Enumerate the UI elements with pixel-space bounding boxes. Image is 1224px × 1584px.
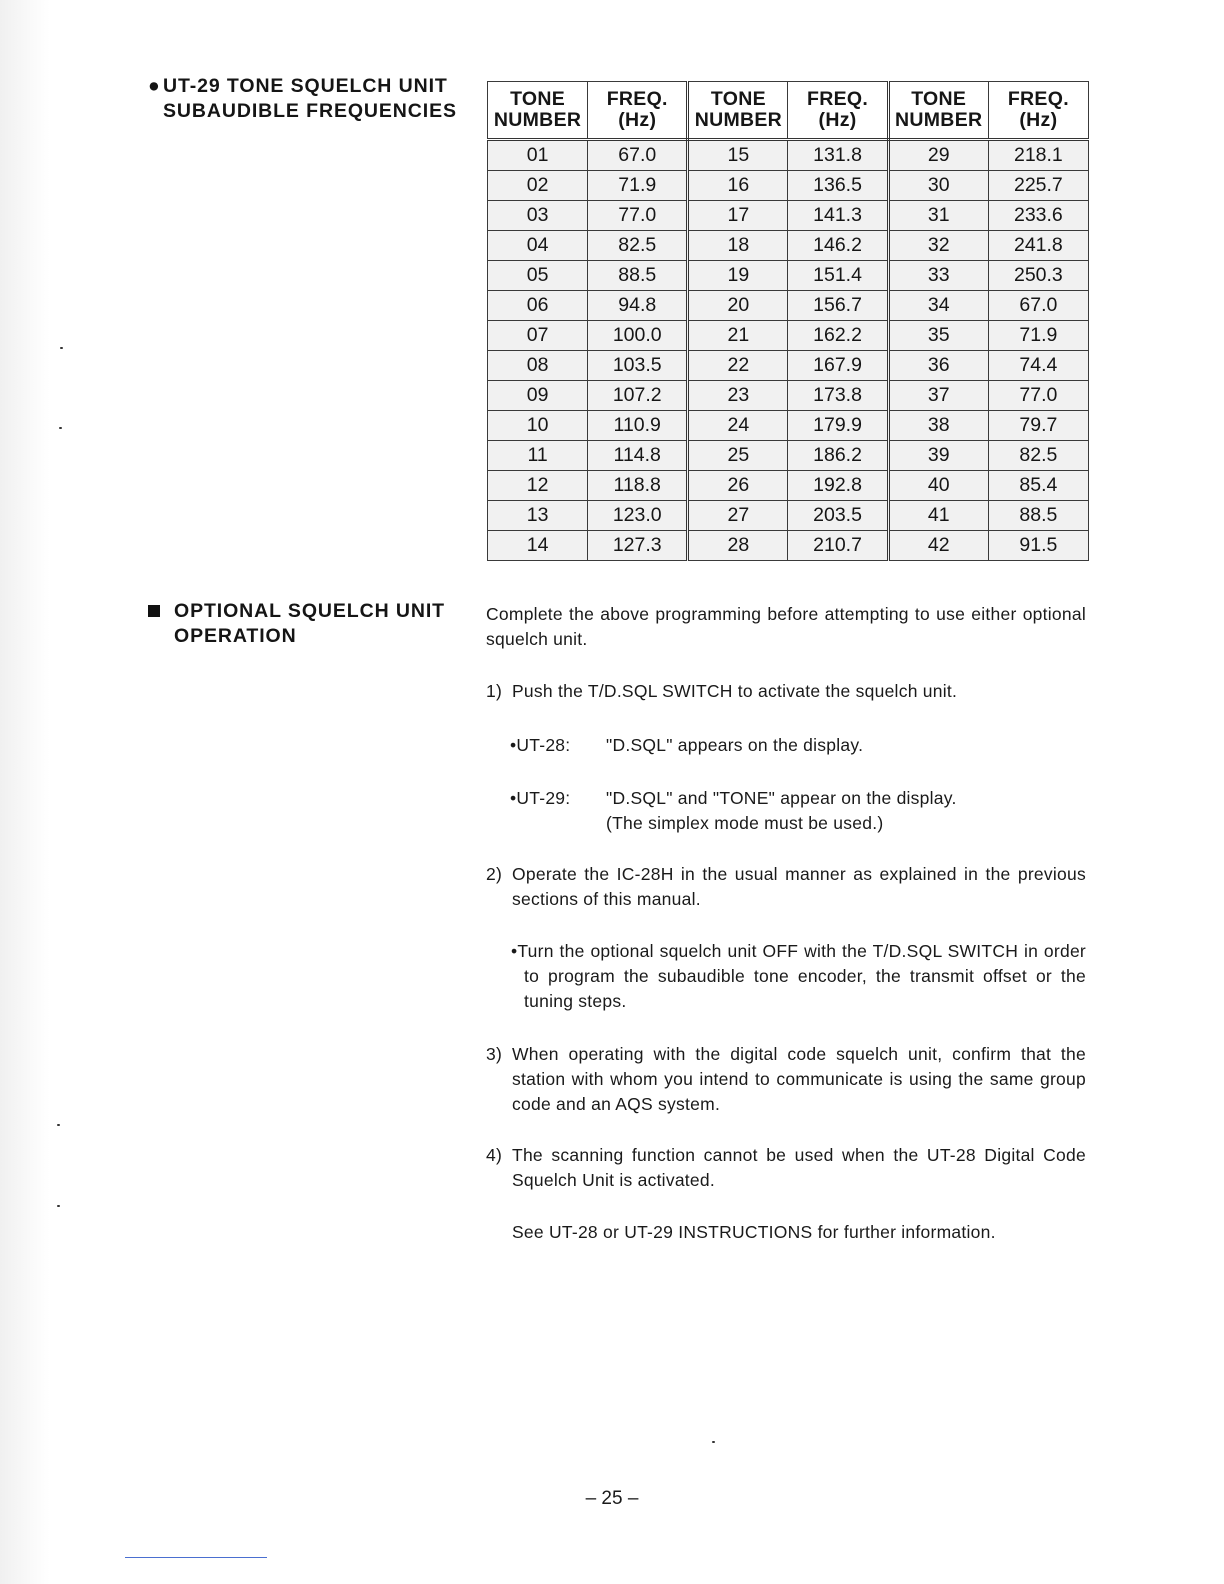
frequency-cell: 100.0 (588, 321, 688, 351)
scan-speck (59, 427, 62, 429)
tone-number-cell: 10 (488, 411, 588, 441)
frequency-cell: 82.5 (988, 441, 1088, 471)
frequency-cell: 186.2 (788, 441, 888, 471)
bullet-dot-icon: ● (148, 75, 161, 97)
intro-paragraph: Complete the above programming before attempting to use either optional squelch unit. (486, 604, 1086, 649)
step-3 (486, 1042, 1086, 1117)
frequency-cell: 79.7 (988, 411, 1088, 441)
optional-section-heading (148, 599, 445, 649)
scan-speck (60, 347, 63, 349)
frequency-cell: 107.2 (588, 381, 688, 411)
tone-number-cell: 12 (488, 471, 588, 501)
table-row (488, 471, 1089, 501)
tone-number-cell: 41 (888, 501, 988, 531)
frequency-cell: 118.8 (588, 471, 688, 501)
tone-number-cell: 25 (688, 441, 788, 471)
tone-number-cell: 32 (888, 231, 988, 261)
off-note (511, 939, 1086, 1014)
frequency-cell: 94.8 (588, 291, 688, 321)
step-number: 3) (486, 1044, 503, 1064)
frequency-cell: 67.0 (588, 140, 688, 171)
tone-title-line1: UT-29 TONE SQUELCH UNIT (163, 75, 448, 97)
tone-number-cell: 23 (688, 381, 788, 411)
tone-section-heading (148, 74, 457, 124)
heading-line-1 (148, 75, 448, 97)
step-text: Operate the IC-28H in the usual manner as explained in the previous sections of this manual. (512, 864, 1086, 909)
frequency-cell: 71.9 (988, 321, 1088, 351)
table-row (488, 531, 1089, 561)
frequency-cell: 179.9 (788, 411, 888, 441)
tone-number-cell: 14 (488, 531, 588, 561)
scan-speck (57, 1205, 60, 1207)
header-tone-number: TONE NUMBER (888, 82, 988, 140)
tone-number-cell: 03 (488, 201, 588, 231)
step-text: When operating with the digital code squelch unit, confirm that the station with whom you intend to communicate is using the same group code and an AQS system. (512, 1044, 1086, 1114)
tone-number-cell: 42 (888, 531, 988, 561)
frequency-cell: 74.4 (988, 351, 1088, 381)
tone-number-cell: 01 (488, 140, 588, 171)
frequency-cell: 71.9 (588, 171, 688, 201)
frequency-cell: 88.5 (588, 261, 688, 291)
frequency-cell: 218.1 (988, 140, 1088, 171)
ut29-bullet (510, 786, 1070, 836)
tone-number-cell: 39 (888, 441, 988, 471)
tone-title-line2: SUBAUDIBLE FREQUENCIES (163, 100, 457, 122)
frequency-cell: 146.2 (788, 231, 888, 261)
frequency-cell: 173.8 (788, 381, 888, 411)
table-row (488, 381, 1089, 411)
tone-number-cell: 09 (488, 381, 588, 411)
frequency-cell: 162.2 (788, 321, 888, 351)
frequency-cell: 88.5 (988, 501, 1088, 531)
tone-number-cell: 26 (688, 471, 788, 501)
note-text: •Turn the optional squelch unit OFF with the T/D.SQL SWITCH in order to program the subaudible tone encoder, the transmit offset or the tuning steps. (511, 941, 1086, 1011)
frequency-cell: 114.8 (588, 441, 688, 471)
tone-number-cell: 16 (688, 171, 788, 201)
step-text: The scanning function cannot be used when the UT-28 Digital Code Squelch Unit is activated. (512, 1145, 1086, 1190)
table-row (488, 201, 1089, 231)
frequency-cell: 85.4 (988, 471, 1088, 501)
tone-number-cell: 04 (488, 231, 588, 261)
step-4 (486, 1143, 1086, 1193)
tone-number-cell: 11 (488, 441, 588, 471)
tone-number-cell: 18 (688, 231, 788, 261)
frequency-cell: 225.7 (988, 171, 1088, 201)
step-number: 2) (486, 864, 503, 884)
step-2 (486, 862, 1086, 912)
step-text: Push the T/D.SQL SWITCH to activate the squelch unit. (512, 681, 958, 701)
table-row (488, 411, 1089, 441)
step-1 (486, 679, 1086, 704)
frequency-cell: 167.9 (788, 351, 888, 381)
scan-speck (712, 1441, 715, 1443)
table-row (488, 351, 1089, 381)
frequency-cell: 241.8 (988, 231, 1088, 261)
tone-number-cell: 08 (488, 351, 588, 381)
frequency-cell: 77.0 (588, 201, 688, 231)
tone-number-cell: 33 (888, 261, 988, 291)
tone-number-cell: 30 (888, 171, 988, 201)
bullet-text: "D.SQL" and "TONE" appear on the display. (606, 788, 957, 808)
tone-number-cell: 31 (888, 201, 988, 231)
tone-number-cell: 37 (888, 381, 988, 411)
page-number: – 25 – (585, 1488, 639, 1509)
step-number: 4) (486, 1145, 503, 1165)
header-frequency: FREQ. (Hz) (588, 82, 688, 140)
header-frequency: FREQ. (Hz) (988, 82, 1088, 140)
optional-intro-block (486, 602, 1086, 652)
frequency-cell: 103.5 (588, 351, 688, 381)
tone-number-cell: 15 (688, 140, 788, 171)
bullet-label: •UT-29: (510, 788, 571, 808)
header-tone-number: TONE NUMBER (488, 82, 588, 140)
tone-number-cell: 24 (688, 411, 788, 441)
frequency-cell: 131.8 (788, 140, 888, 171)
tone-number-cell: 34 (888, 291, 988, 321)
tone-number-cell: 05 (488, 261, 588, 291)
tone-number-cell: 22 (688, 351, 788, 381)
table-row (488, 171, 1089, 201)
bullet-label: •UT-28: (510, 735, 571, 755)
table-body (488, 140, 1089, 561)
tone-frequency-table (487, 81, 1089, 561)
tone-number-cell: 21 (688, 321, 788, 351)
frequency-cell: 233.6 (988, 201, 1088, 231)
bullet-text: "D.SQL" appears on the display. (606, 735, 864, 755)
tone-number-cell: 35 (888, 321, 988, 351)
table-row (488, 501, 1089, 531)
frequency-cell: 91.5 (988, 531, 1088, 561)
frequency-cell: 250.3 (988, 261, 1088, 291)
tone-number-cell: 19 (688, 261, 788, 291)
table-header-row (488, 82, 1089, 140)
frequency-cell: 210.7 (788, 531, 888, 561)
frequency-cell: 192.8 (788, 471, 888, 501)
frequency-cell: 67.0 (988, 291, 1088, 321)
tone-number-cell: 06 (488, 291, 588, 321)
scan-speck (57, 1124, 60, 1126)
frequency-cell: 77.0 (988, 381, 1088, 411)
header-tone-number: TONE NUMBER (688, 82, 788, 140)
scan-edge-shading (0, 0, 50, 1584)
heading-line-1 (148, 600, 445, 622)
tone-number-cell: 07 (488, 321, 588, 351)
tone-number-cell: 38 (888, 411, 988, 441)
tone-number-cell: 29 (888, 140, 988, 171)
frequency-cell: 151.4 (788, 261, 888, 291)
table-row (488, 291, 1089, 321)
scan-edge-line (125, 1557, 267, 1558)
table-row (488, 140, 1089, 171)
frequency-cell: 110.9 (588, 411, 688, 441)
optional-title-line1: OPTIONAL SQUELCH UNIT (174, 600, 445, 622)
frequency-cell: 141.3 (788, 201, 888, 231)
tone-number-cell: 20 (688, 291, 788, 321)
frequency-cell: 203.5 (788, 501, 888, 531)
ut28-bullet (510, 733, 1070, 758)
square-bullet-icon (148, 605, 160, 617)
table-row (488, 231, 1089, 261)
see-also (512, 1220, 1086, 1245)
frequency-cell: 82.5 (588, 231, 688, 261)
frequency-cell: 136.5 (788, 171, 888, 201)
table-row (488, 321, 1089, 351)
tone-number-cell: 17 (688, 201, 788, 231)
table-row (488, 261, 1089, 291)
see-also-text: See UT-28 or UT-29 INSTRUCTIONS for further information. (512, 1222, 996, 1242)
tone-number-cell: 02 (488, 171, 588, 201)
tone-number-cell: 27 (688, 501, 788, 531)
table-row (488, 441, 1089, 471)
frequency-cell: 127.3 (588, 531, 688, 561)
step-number: 1) (486, 681, 503, 701)
frequency-cell: 123.0 (588, 501, 688, 531)
tone-number-cell: 28 (688, 531, 788, 561)
header-frequency: FREQ. (Hz) (788, 82, 888, 140)
tone-number-cell: 13 (488, 501, 588, 531)
optional-title-line2: OPERATION (174, 625, 297, 647)
bullet-subtext: (The simplex mode must be used.) (606, 813, 884, 833)
tone-number-cell: 36 (888, 351, 988, 381)
frequency-cell: 156.7 (788, 291, 888, 321)
tone-number-cell: 40 (888, 471, 988, 501)
